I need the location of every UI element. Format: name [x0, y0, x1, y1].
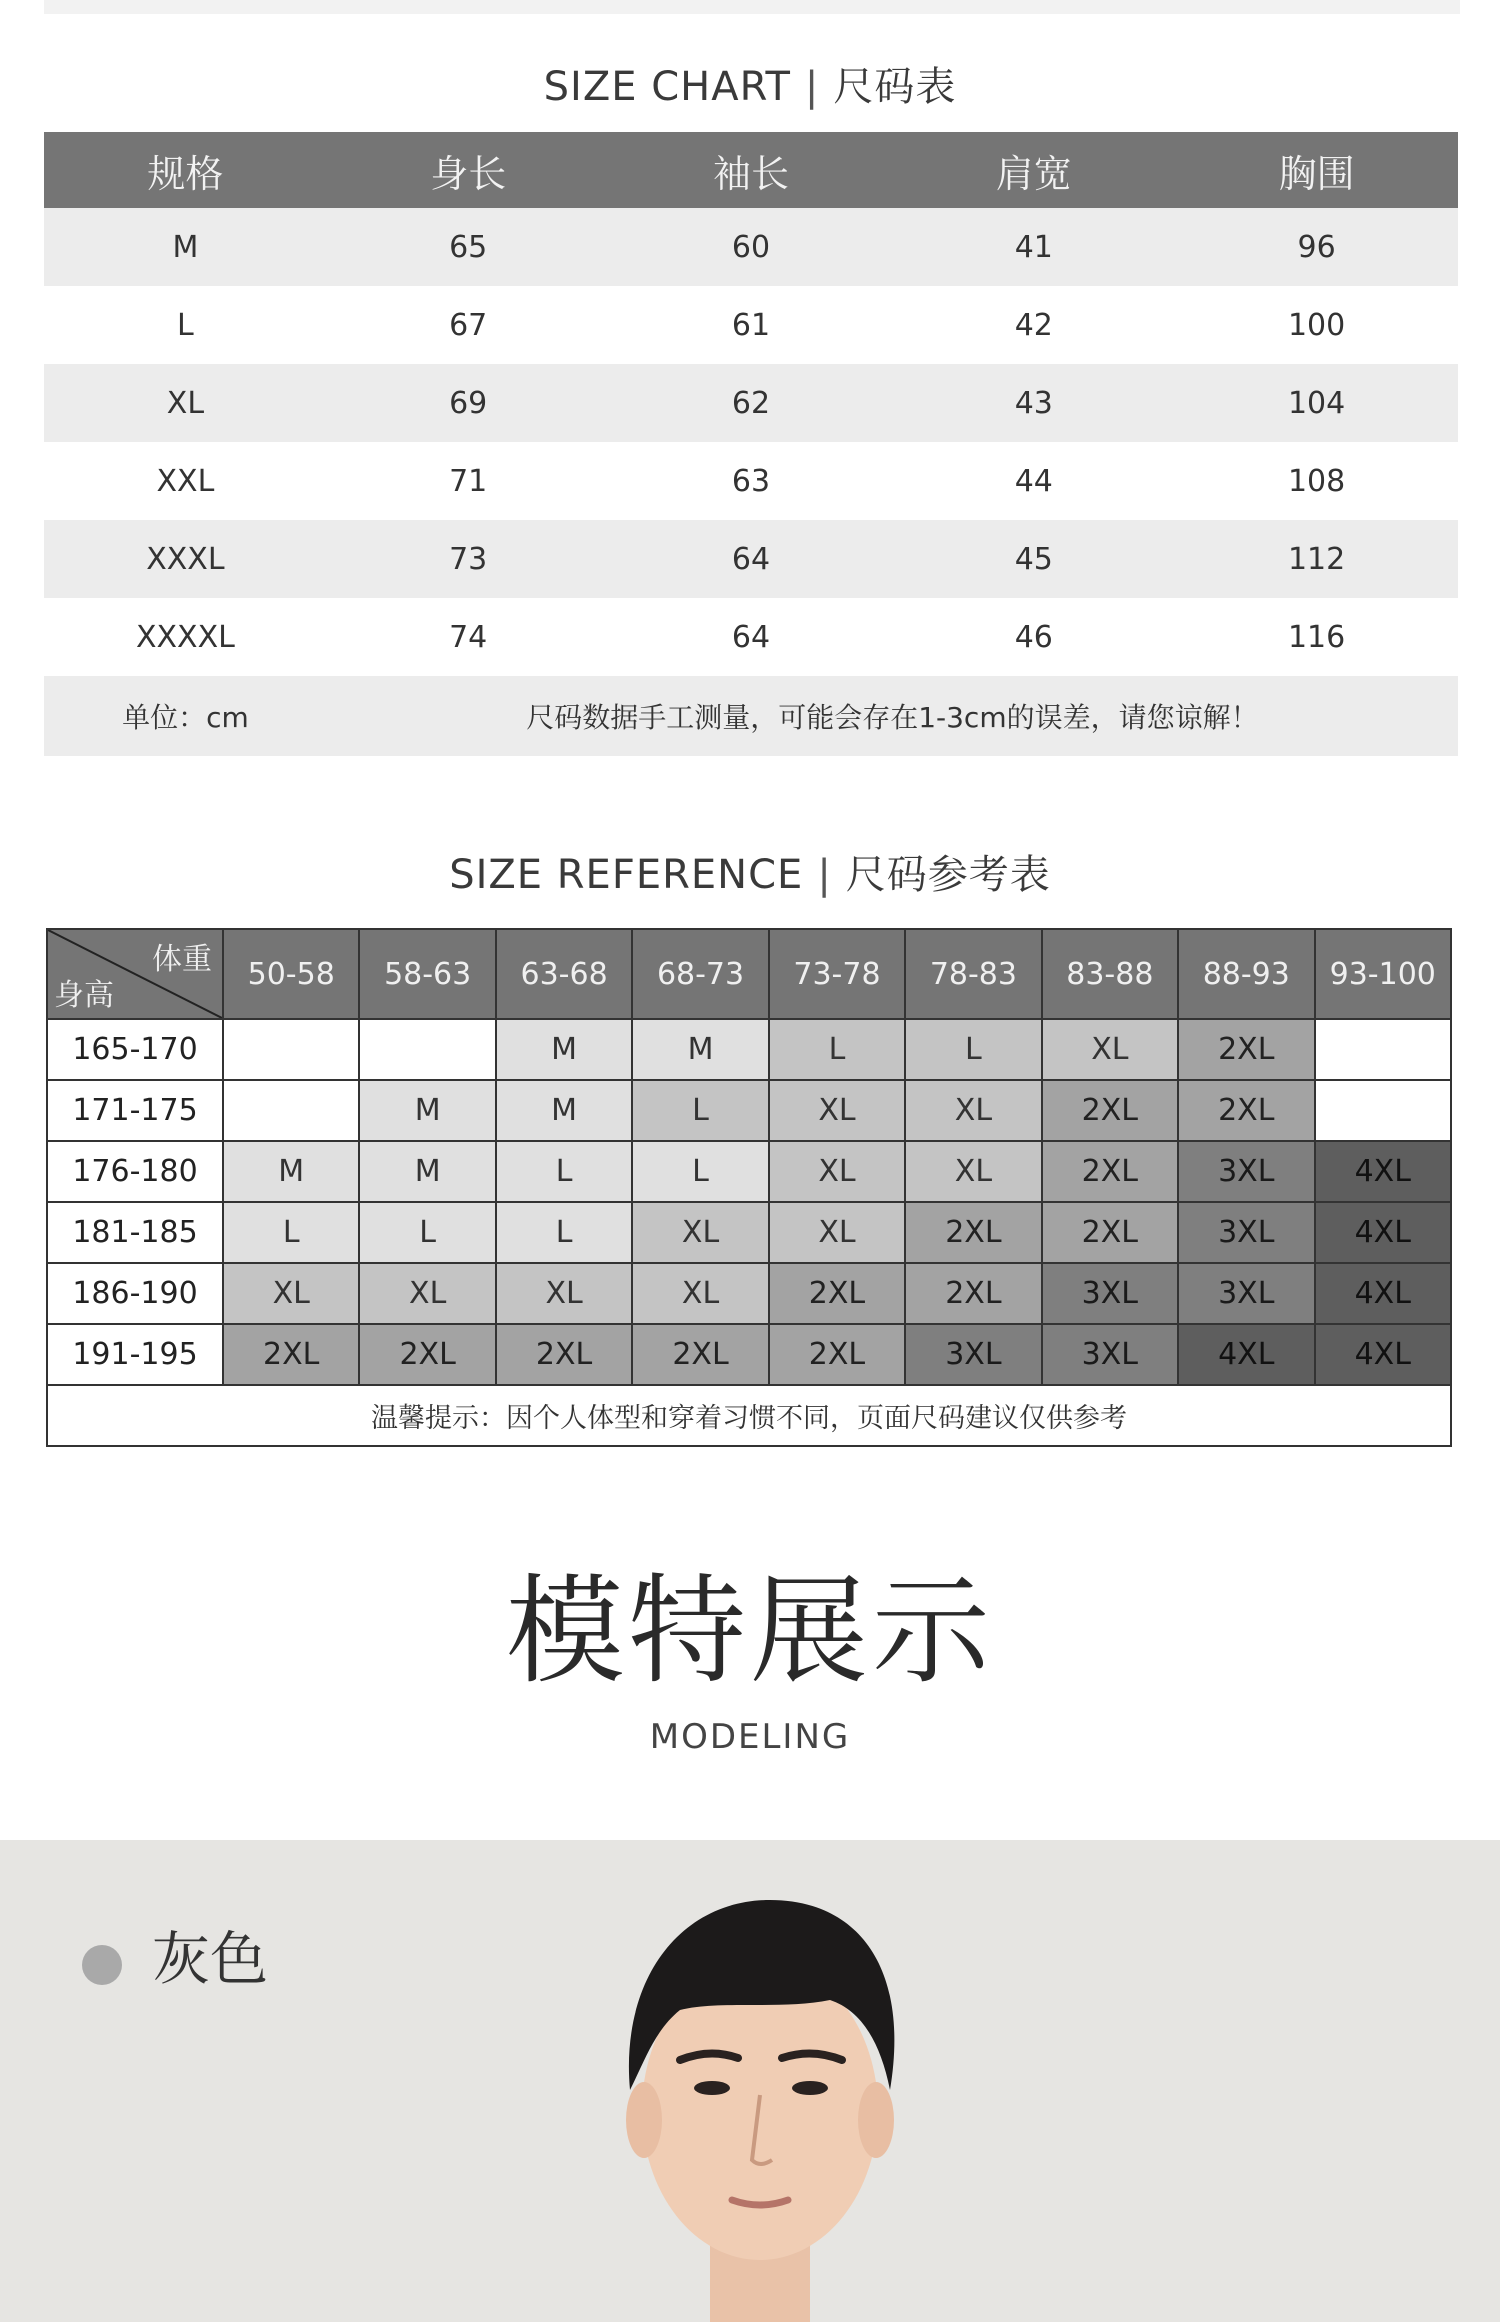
- recommended-size-cell: 2XL: [905, 1263, 1041, 1324]
- recommended-size-cell: XL: [769, 1141, 905, 1202]
- recommended-size-cell: XL: [223, 1263, 359, 1324]
- recommended-size-cell: L: [769, 1019, 905, 1080]
- size-chart-cell: 45: [892, 520, 1175, 598]
- recommended-size-cell: M: [496, 1019, 632, 1080]
- unit-label: 单位：cm: [44, 676, 327, 756]
- size-chart-cell: L: [44, 286, 327, 364]
- size-reference-title-en: SIZE REFERENCE: [449, 852, 804, 898]
- size-chart-cell: 42: [892, 286, 1175, 364]
- size-chart-cell: 61: [610, 286, 893, 364]
- weight-range-header: 83-88: [1042, 929, 1178, 1019]
- weight-range-header: 73-78: [769, 929, 905, 1019]
- size-chart-note-row: [44, 676, 1458, 756]
- size-chart-cell: 71: [327, 442, 610, 520]
- recommended-size-cell: XL: [496, 1263, 632, 1324]
- corner-height-label: 身高: [54, 978, 114, 1013]
- model-photo: [0, 1840, 1500, 2322]
- height-range-label: 176-180: [47, 1141, 223, 1202]
- size-chart-cell: 112: [1175, 520, 1458, 598]
- size-chart-cell: 73: [327, 520, 610, 598]
- recommended-size-cell: XL: [359, 1263, 495, 1324]
- size-chart-cell: 108: [1175, 442, 1458, 520]
- weight-range-header: 88-93: [1178, 929, 1314, 1019]
- size-chart-title: SIZE CHART | 尺码表: [543, 64, 957, 110]
- recommended-size-cell: [1315, 1080, 1452, 1141]
- recommended-size-cell: M: [223, 1141, 359, 1202]
- size-chart-cell: 69: [327, 364, 610, 442]
- recommended-size-cell: 2XL: [1178, 1019, 1314, 1080]
- size-chart-cell: 41: [892, 208, 1175, 286]
- recommended-size-cell: L: [496, 1202, 632, 1263]
- size-chart-cell: 63: [610, 442, 893, 520]
- recommended-size-cell: XL: [905, 1141, 1041, 1202]
- recommended-size-cell: 4XL: [1315, 1324, 1452, 1385]
- recommended-size-cell: 4XL: [1315, 1263, 1452, 1324]
- height-range-label: 186-190: [47, 1263, 223, 1324]
- size-chart-row: [44, 598, 1458, 676]
- recommended-size-cell: XL: [905, 1080, 1041, 1141]
- size-chart-header: 袖长: [610, 132, 893, 208]
- recommended-size-cell: 2XL: [769, 1324, 905, 1385]
- size-reference-table: [46, 928, 1452, 1447]
- size-chart-cell: 96: [1175, 208, 1458, 286]
- recommended-size-cell: 2XL: [496, 1324, 632, 1385]
- recommended-size-cell: 4XL: [1178, 1324, 1314, 1385]
- recommended-size-cell: 3XL: [1042, 1263, 1178, 1324]
- recommended-size-cell: 2XL: [1178, 1080, 1314, 1141]
- size-chart-header: 规格: [44, 132, 327, 208]
- color-swatch: [82, 1945, 122, 1985]
- recommended-size-cell: M: [359, 1141, 495, 1202]
- size-chart-header: 胸围: [1175, 132, 1458, 208]
- size-chart-row: [44, 364, 1458, 442]
- size-chart-header: 肩宽: [892, 132, 1175, 208]
- recommended-size-cell: XL: [1042, 1019, 1178, 1080]
- size-chart-cell: 44: [892, 442, 1175, 520]
- recommended-size-cell: [1315, 1019, 1452, 1080]
- weight-range-header: 58-63: [359, 929, 495, 1019]
- recommended-size-cell: L: [223, 1202, 359, 1263]
- recommended-size-cell: L: [632, 1141, 768, 1202]
- recommended-size-cell: M: [496, 1080, 632, 1141]
- size-chart-table: [44, 132, 1458, 756]
- height-range-label: 191-195: [47, 1324, 223, 1385]
- size-chart-cell: M: [44, 208, 327, 286]
- size-chart-cell: XXXL: [44, 520, 327, 598]
- recommended-size-cell: 2XL: [1042, 1141, 1178, 1202]
- modeling-title: 模特展示: [505, 1562, 994, 1700]
- measurement-note: 尺码数据手工测量，可能会存在1-3cm的误差，请您谅解！: [327, 676, 1458, 756]
- size-reference-row: [47, 1202, 1451, 1263]
- top-strip: [0, 0, 1500, 16]
- recommended-size-cell: L: [632, 1080, 768, 1141]
- size-chart-row: [44, 208, 1458, 286]
- color-name: 灰色: [152, 1925, 269, 1993]
- height-range-label: 165-170: [47, 1019, 223, 1080]
- recommended-size-cell: [359, 1019, 495, 1080]
- recommended-size-cell: 2XL: [1042, 1080, 1178, 1141]
- recommended-size-cell: 2XL: [359, 1324, 495, 1385]
- weight-range-header: 93-100: [1315, 929, 1452, 1019]
- height-range-label: 181-185: [47, 1202, 223, 1263]
- recommended-size-cell: XL: [769, 1080, 905, 1141]
- size-reference-row: [47, 1324, 1451, 1385]
- recommended-size-cell: 3XL: [905, 1324, 1041, 1385]
- recommended-size-cell: L: [359, 1202, 495, 1263]
- recommended-size-cell: M: [632, 1019, 768, 1080]
- recommended-size-cell: 3XL: [1178, 1202, 1314, 1263]
- recommended-size-cell: 4XL: [1315, 1202, 1452, 1263]
- recommended-size-cell: XL: [632, 1263, 768, 1324]
- recommended-size-cell: XL: [632, 1202, 768, 1263]
- recommended-size-cell: 2XL: [632, 1324, 768, 1385]
- size-chart-cell: 60: [610, 208, 893, 286]
- height-range-label: 171-175: [47, 1080, 223, 1141]
- recommended-size-cell: M: [359, 1080, 495, 1141]
- size-chart-cell: XL: [44, 364, 327, 442]
- size-chart-cell: 43: [892, 364, 1175, 442]
- recommended-size-cell: [223, 1019, 359, 1080]
- size-reference-title-zh: 尺码参考表: [845, 852, 1051, 898]
- size-chart-cell: 65: [327, 208, 610, 286]
- recommended-size-cell: 3XL: [1042, 1324, 1178, 1385]
- size-chart-header-row: [44, 132, 1458, 208]
- recommended-size-cell: 2XL: [223, 1324, 359, 1385]
- size-reference-row: [47, 1263, 1451, 1324]
- weight-range-header: 68-73: [632, 929, 768, 1019]
- size-chart-cell: 74: [327, 598, 610, 676]
- recommended-size-cell: 3XL: [1178, 1263, 1314, 1324]
- weight-range-header: 78-83: [905, 929, 1041, 1019]
- size-chart-cell: 116: [1175, 598, 1458, 676]
- size-reference-tip-row: [47, 1385, 1451, 1446]
- recommended-size-cell: 2XL: [769, 1263, 905, 1324]
- size-chart-title-zh: 尺码表: [833, 64, 957, 110]
- size-chart-cell: 67: [327, 286, 610, 364]
- size-chart-cell: 64: [610, 520, 893, 598]
- recommended-size-cell: [223, 1080, 359, 1141]
- recommended-size-cell: 4XL: [1315, 1141, 1452, 1202]
- size-chart-cell: XXXXL: [44, 598, 327, 676]
- size-reference-row: [47, 1080, 1451, 1141]
- recommended-size-cell: XL: [769, 1202, 905, 1263]
- weight-range-header: 50-58: [223, 929, 359, 1019]
- size-reference-tip: 温馨提示：因个人体型和穿着习惯不同，页面尺码建议仅供参考: [47, 1385, 1451, 1446]
- model-figure: [560, 1860, 960, 2322]
- size-chart-row: [44, 520, 1458, 598]
- size-chart-row: [44, 442, 1458, 520]
- size-chart-cell: 104: [1175, 364, 1458, 442]
- weight-height-corner: [47, 929, 223, 1019]
- size-chart-row: [44, 286, 1458, 364]
- size-chart-cell: 62: [610, 364, 893, 442]
- size-chart-cell: 46: [892, 598, 1175, 676]
- recommended-size-cell: 3XL: [1178, 1141, 1314, 1202]
- recommended-size-cell: L: [496, 1141, 632, 1202]
- recommended-size-cell: L: [905, 1019, 1041, 1080]
- recommended-size-cell: 2XL: [1042, 1202, 1178, 1263]
- size-chart-cell: 64: [610, 598, 893, 676]
- weight-range-header: 63-68: [496, 929, 632, 1019]
- modeling-subtitle: MODELING: [649, 1717, 851, 1757]
- size-reference-title: SIZE REFERENCE | 尺码参考表: [449, 852, 1051, 898]
- size-chart-cell: XXL: [44, 442, 327, 520]
- size-reference-header-row: [47, 929, 1451, 1019]
- size-chart-header: 身长: [327, 132, 610, 208]
- size-reference-row: [47, 1141, 1451, 1202]
- corner-weight-label: 体重: [152, 942, 212, 977]
- recommended-size-cell: 2XL: [905, 1202, 1041, 1263]
- size-chart-title-en: SIZE CHART: [543, 64, 791, 110]
- size-reference-row: [47, 1019, 1451, 1080]
- size-chart-cell: 100: [1175, 286, 1458, 364]
